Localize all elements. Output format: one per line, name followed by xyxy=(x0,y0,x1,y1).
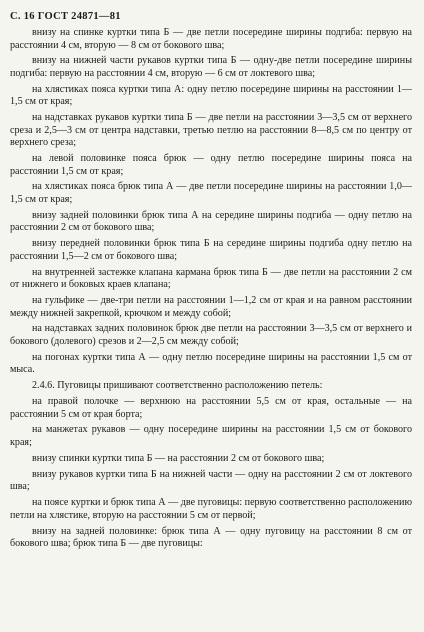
paragraph: на внутренней застежке клапана кармана брюк типа Б — две петли на расстоянии 2 см от нижнего и боковых краев клапана; xyxy=(10,266,412,291)
paragraph: внизу на спинке куртки типа Б — две петли посередине ширины подгиба: первую на расстоянии 4 см, вторую — 8 см от бокового шва; xyxy=(10,27,412,51)
paragraph: на погонах куртки типа А — одну петлю посередине ширины на расстоянии 1,5 см от мыса. xyxy=(10,351,412,376)
paragraph: на гульфике — две-три петли на расстоянии 1—1,2 см от края и на равном расстоянии между нижней закрепкой, крючком и между собой; xyxy=(10,295,412,319)
paragraph: на поясе куртки и брюк типа А — две пуговицы: первую соответственно расположению петли на хлястике, вторую на расстоянии 5 см от первой; xyxy=(10,497,412,521)
paragraph: на надставках задних половинок брюк две петли на расстоянии 3—3,5 см от верхнего и бокового (долевого) срезов и 2—2,5 см между собой; xyxy=(10,323,412,347)
paragraph: внизу рукавов куртки типа Б на нижней части — одну на расстоянии 2 см от локтевого шва; xyxy=(10,468,412,493)
paragraph: на хлястиках пояса куртки типа А: одну петлю посередине ширины на расстоянии 1—1,5 см от края; xyxy=(10,83,412,108)
paragraph: внизу на задней половинке: брюк типа А — одну пуговицу на расстоянии 8 см от бокового шва; брюк типа Б — две пуговицы: xyxy=(10,525,412,550)
paragraph: внизу задней половинки брюк типа А на середине ширины подгиба — одну петлю на расстоянии 2 см от бокового шва; xyxy=(10,209,412,234)
paragraph: на надставках рукавов куртки типа Б — две петли на расстоянии 3—3,5 см от верхнего среза и 2,5—3 см от центра надставки, третью петлю на расстоянии 8—8,5 см по центру от верхнего среза; xyxy=(10,112,412,149)
paragraph: внизу спинки куртки типа Б — на расстоянии 2 см от бокового шва; xyxy=(32,452,325,464)
paragraph: внизу на нижней части рукавов куртки типа Б — одну-две петли посередине ширины подгиба: первую на расстоянии 4 см, вторую — 6 см от локтевого шва; xyxy=(10,55,412,79)
paragraph: на левой половинке пояса брюк — одну петлю посередине ширины пояса на расстоянии 1,5 см от края; xyxy=(10,153,412,177)
paragraph: на правой полочке — верхнюю на расстоянии 5,5 см от края, остальные — на расстоянии 5 см от края борта; xyxy=(10,396,412,420)
paragraph: на манжетах рукавов — одну посередине ширины на расстоянии 1,5 см от бокового края; xyxy=(10,424,412,448)
body-text xyxy=(10,27,412,554)
paragraph: внизу передней половинки брюк типа Б на середине ширины подгиба одну петлю на расстоянии 1,5—2 см от бокового шва; xyxy=(10,238,412,262)
paragraph: на хлястиках пояса брюк типа А — две петли посередине ширины на расстоянии 1,0—1,5 см от края; xyxy=(10,181,412,205)
section-paragraph: 2.4.6. Пуговицы пришивают соответственно расположению петель: xyxy=(32,380,323,392)
page-header: С. 16 ГОСТ 24871—81 xyxy=(10,11,121,22)
